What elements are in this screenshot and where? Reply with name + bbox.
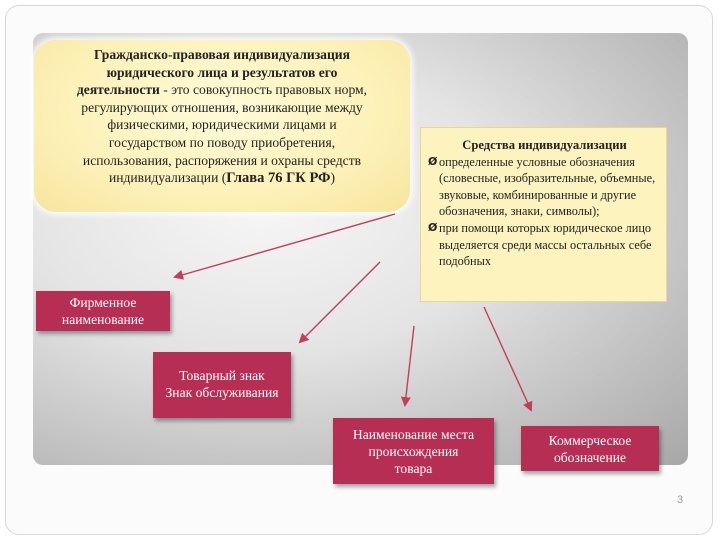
arrow-to-trademark [300,262,380,342]
arrow-bullet-icon: Ø [428,154,438,168]
arrow-to-commercial [484,307,531,410]
box-line: обозначение [553,450,627,465]
definition-line: использования, распоряжения и охраны средств [82,152,362,168]
definition-line: юридического лица и результатов его [106,64,338,80]
box-line: Знак обслуживания [165,385,279,400]
definition-line: деятельности - это совокупность правовых норм, [76,82,368,98]
box-line: товара [394,461,433,476]
origin-box [333,418,494,484]
definition-line: индивидуализации (Глава 76 ГК РФ) [108,170,336,187]
box-line: Товарный знак [179,368,265,383]
arrow-bullet-icon: Ø [428,220,438,234]
definition-line: регулирующих отношения, возникающие между [81,99,363,115]
box-line: Фирменное [69,295,137,310]
box-line: Коммерческое [548,433,632,448]
trademark-box [153,352,291,418]
means-item-text: определенные условные обозначения (словесные, изобразительные, объемные, звуковые, комбинированные и другие обозначения, знаки, символы); [439,154,656,219]
definition-line: государством по поводу приобретения, [108,134,336,150]
commercial-box [521,426,659,471]
trade-name-box [36,291,170,331]
box-line: происхождения [368,444,459,459]
arrow-to-trade-name [175,214,395,277]
definition-line: физическими, юридическими лицами и [107,117,337,133]
box-line: Наименование места [352,427,475,442]
arrow-to-origin [405,326,414,405]
definition-line: Гражданско-правовая индивидуализация [93,47,350,62]
page-number: 3 [677,494,684,506]
means-header: Средства индивидуализации [462,138,627,152]
box-line: наименование [61,312,145,327]
means-item-text: при помощи которых юридическое лицо выделяется среди массы остальных себе подобных [439,220,652,269]
